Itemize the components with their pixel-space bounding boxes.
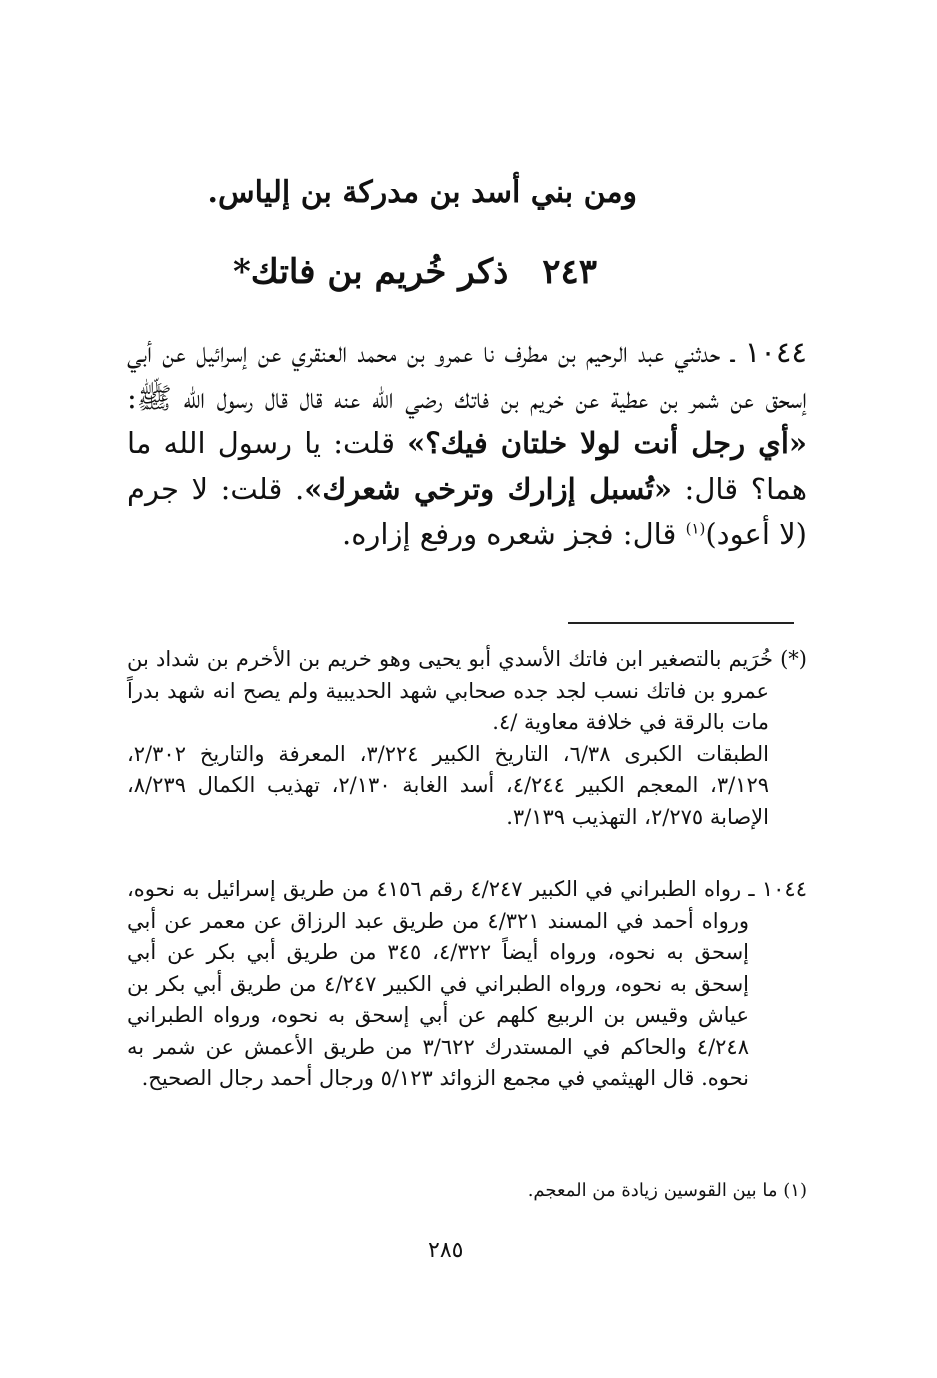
chapter-title-text: ذكر خُريم بن فاتك*	[233, 252, 509, 292]
chapter-title	[233, 252, 597, 292]
hadith-part-1: ١٠٤٤ ـ حدثني عبد الرحيم بن مطرف نا عمرو بن محمد العنقري عن إسرائيل عن أبي إسحق عن شمر بن عطية عن خريم بن فاتك رضي الله عنه قال قال رسول الله ﷺ:	[127, 335, 807, 415]
hadith-part-3: . قلت: لا جرم (لا أعود)	[127, 471, 807, 551]
footnote-star-bio: (*) خُرَيم بالتصغير ابن فاتك الأسدي أبو يحيى وهو خريم بن الأخرم بن شداد بن عمرو بن فاتك نسب لجد جده صحابي شهد الحديبية ولم يصح انه شهد بدراً مات بالرقة في خلافة معاوية /٤.	[127, 647, 807, 734]
hadith-part-4: قال: فجز شعره ورفع إزاره.	[342, 517, 686, 551]
footnote-1044-text: ١٠٤٤ ـ رواه الطبراني في الكبير ٤/٢٤٧ رقم ٤١٥٦ من طريق إسرائيل به نحوه، ورواه أحمد في المسند ٤/٣٢١ من طريق عبد الرزاق عن معمر عن أبي إسحق به نحوه، ورواه أيضاً ٤/٣٢٢، ٣٤٥ من طريق أبي بكر عن أبي إسحق به نحوه، ورواه الطبراني في الكبير ٤/٢٤٧ من طريق أبي بكر بن عياش وقيس بن الربيع كلهم عن أبي إسحق به نحوه، ورواه الطبراني ٤/٢٤٨ والحاكم في المستدرك ٣/٦٢٢ من طريق الأعمش عن شمر به نحوه. قال الهيثمي في مجمع الزوائد ٥/١٢٣ ورجال أحمد رجال الصحيح.	[127, 877, 807, 1090]
footnote-star-sources: الطبقات الكبرى ٦/٣٨، التاريخ الكبير ٣/٢٢٤، المعرفة والتاريخ ٢/٣٠٢، ٣/١٢٩، المعجم الكبير ٤/٢٤٤، أسد الغابة ٢/١٣٠، تهذيب الكمال ٨/٢٣٩، الإصابة ٢/٢٧٥، التهذيب ٣/١٣٩.	[127, 741, 770, 829]
footnote-star	[127, 644, 807, 833]
footnote-divider	[568, 622, 794, 624]
hadith-quote-2: «تُسبل إزارك وترخي شعرك»	[304, 471, 672, 506]
page-number: ٢٨٥	[428, 1238, 464, 1263]
chapter-number: ٢٤٣	[542, 252, 597, 292]
section-heading: ومن بني أسد بن مدركة بن إلياس.	[207, 175, 637, 210]
hadith-quote-1: «أي رجل أنت لولا خلتان فيك؟»	[407, 426, 807, 460]
footnote-marker: (١)	[685, 519, 706, 538]
footnote-1044	[127, 874, 807, 1095]
footnote-note-1: (١) ما بين القوسين زيادة من المعجم.	[527, 1180, 807, 1201]
hadith-part-2: قلت: يا رسول الله ما هما؟ قال:	[127, 426, 807, 506]
hadith-text	[127, 330, 807, 558]
